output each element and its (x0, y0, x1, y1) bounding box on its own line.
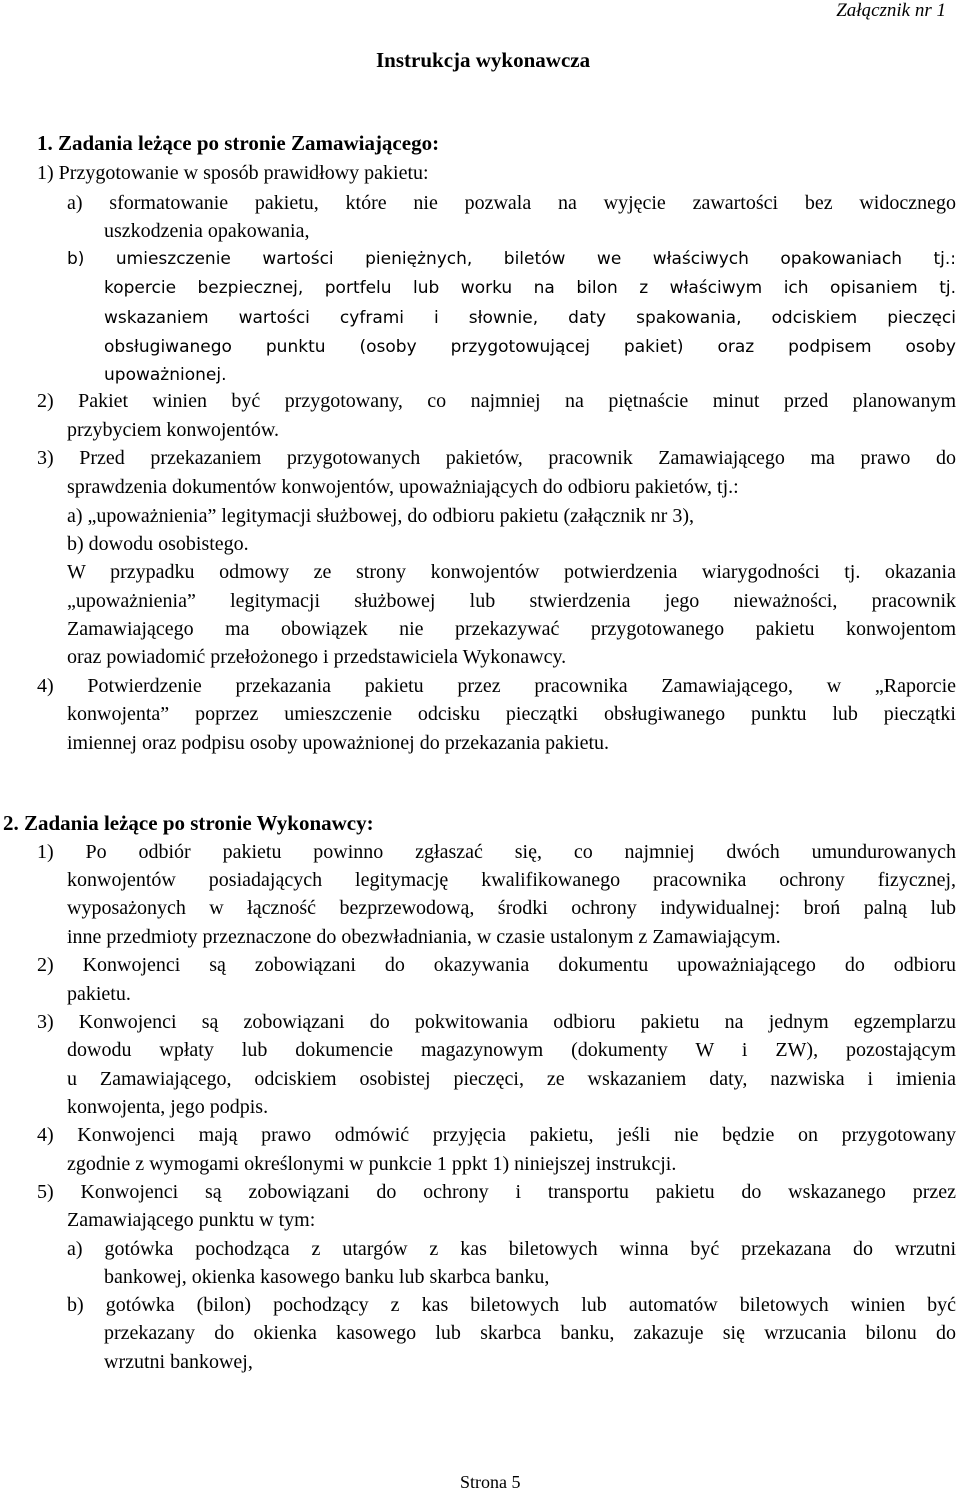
s1-line: kopercie bezpiecznej, portfelu lub worku na bilon z właściwym ich opisaniem tj. (104, 278, 956, 298)
s2-line: bankowej, okienka kasowego banku lub skarbca banku, (104, 1266, 550, 1288)
s1-line: obsługiwanego punktu (osoby przygotowującej pakiet) oraz podpisem osoby (104, 337, 956, 357)
s1-line: uszkodzenia opakowania, (104, 220, 310, 242)
s1-line: b) umieszczenie wartości pieniężnych, biletów we właściwych opakowaniach tj.: (67, 249, 956, 269)
s2-line: pakietu. (67, 983, 131, 1005)
s1-line: 2) Pakiet winien być przygotowany, co najmniej na piętnaście minut przed planowanym (37, 390, 956, 412)
s2-line: u Zamawiającego, odciskiem osobistej pieczęci, ze wskazaniem daty, nazwiska i imienia (67, 1068, 956, 1090)
section-1-heading: 1. Zadania leżące po stronie Zamawiającego: (37, 131, 440, 155)
s2-line: przekazany do okienka kasowego lub skarbca banku, zakazuje się wrzucania bilonu do (104, 1322, 956, 1344)
s2-line: 2) Konwojenci są zobowiązani do okazywania dokumentu upoważniającego do odbioru (37, 954, 956, 976)
s1-line: „upoważnienia” legitymacji służbowej lub stwierdzenia jego nieważności, pracownik (67, 590, 956, 612)
s1-line: 1) Przygotowanie w sposób prawidłowy pakietu: (37, 162, 429, 184)
document-title: Instrukcja wykonawcza (376, 48, 591, 72)
s1-line: sprawdzenia dokumentów konwojentów, upoważniających do odbioru pakietów, tj.: (67, 476, 739, 498)
s1-line: a) „upoważnienia” legitymacji służbowej, do odbioru pakietu (załącznik nr 3), (67, 505, 694, 527)
s1-line: wskazaniem wartości cyframi i słownie, daty spakowania, odciskiem pieczęci (104, 308, 956, 328)
s1-line: oraz powiadomić przełożonego i przedstawiciela Wykonawcy. (67, 646, 567, 668)
annex-label: Załącznik nr 1 (836, 0, 946, 21)
s2-line: 1) Po odbiór pakietu powinno zgłaszać się, co najmniej dwóch umundurowanych (37, 841, 956, 863)
s1-line: przybyciem konwojentów. (67, 419, 279, 441)
s2-line: Zamawiającego punktu w tym: (67, 1209, 316, 1231)
s1-line: upoważnionej. (104, 365, 227, 385)
s1-line: imiennej oraz podpisu osoby upoważnionej do przekazania pakietu. (67, 732, 610, 754)
s2-line: b) gotówka (bilon) pochodzący z kas biletowych lub automatów biletowych winien być (67, 1294, 956, 1316)
s2-line: wyposażonych w łączność bezprzewodową, środki ochrony indywidualnej: broń palną lub (67, 897, 956, 919)
s1-line: a) sformatowanie pakietu, które nie pozwala na wyjęcie zawartości bez widocznego (67, 192, 956, 214)
s2-line: 5) Konwojenci są zobowiązani do ochrony i transportu pakietu do wskazanego przez (37, 1181, 956, 1203)
s1-line: b) dowodu osobistego. (67, 533, 249, 555)
s2-line: konwojentów posiadających legitymację kwalifikowanego pracownika ochrony fizycznej, (67, 869, 956, 891)
s2-line: a) gotówka pochodząca z utargów z kas biletowych winna być przekazana do wrzutni (67, 1238, 956, 1260)
s2-line: 3) Konwojenci są zobowiązani do pokwitowania odbioru pakietu na jednym egzemplarzu (37, 1011, 956, 1033)
s2-line: zgodnie z wymogami określonymi w punkcie 1 ppkt 1) niniejszej instrukcji. (67, 1153, 677, 1175)
s1-line: 3) Przed przekazaniem przygotowanych pakietów, pracownik Zamawiającego ma prawo do (37, 447, 956, 469)
s2-line: wrzutni bankowej, (104, 1351, 253, 1373)
s1-line: konwojenta” poprzez umieszczenie odcisku pieczątki obsługiwanego punktu lub pieczątki (67, 703, 956, 725)
s1-line: W przypadku odmowy ze strony konwojentów potwierdzenia wiarygodności tj. okazania (67, 561, 956, 583)
s2-line: inne przedmioty przeznaczone do obezwładniania, w czasie ustalonym z Zamawiającym. (67, 926, 781, 948)
page-number: Strona 5 (460, 1472, 521, 1492)
s1-line: 4) Potwierdzenie przekazania pakietu przez pracownika Zamawiającego, w „Raporcie (37, 675, 956, 697)
s2-line: dowodu wpłaty lub dokumencie magazynowym (dokumenty W i ZW), pozostającym (67, 1039, 956, 1061)
s2-line: konwojenta, jego podpis. (67, 1096, 269, 1118)
s1-line: Zamawiającego ma obowiązek nie przekazywać przygotowanego pakietu konwojentom (67, 618, 956, 640)
section-2-heading: 2. Zadania leżące po stronie Wykonawcy: (3, 811, 374, 835)
s2-line: 4) Konwojenci mają prawo odmówić przyjęcia pakietu, jeśli nie będzie on przygotowany (37, 1124, 956, 1146)
